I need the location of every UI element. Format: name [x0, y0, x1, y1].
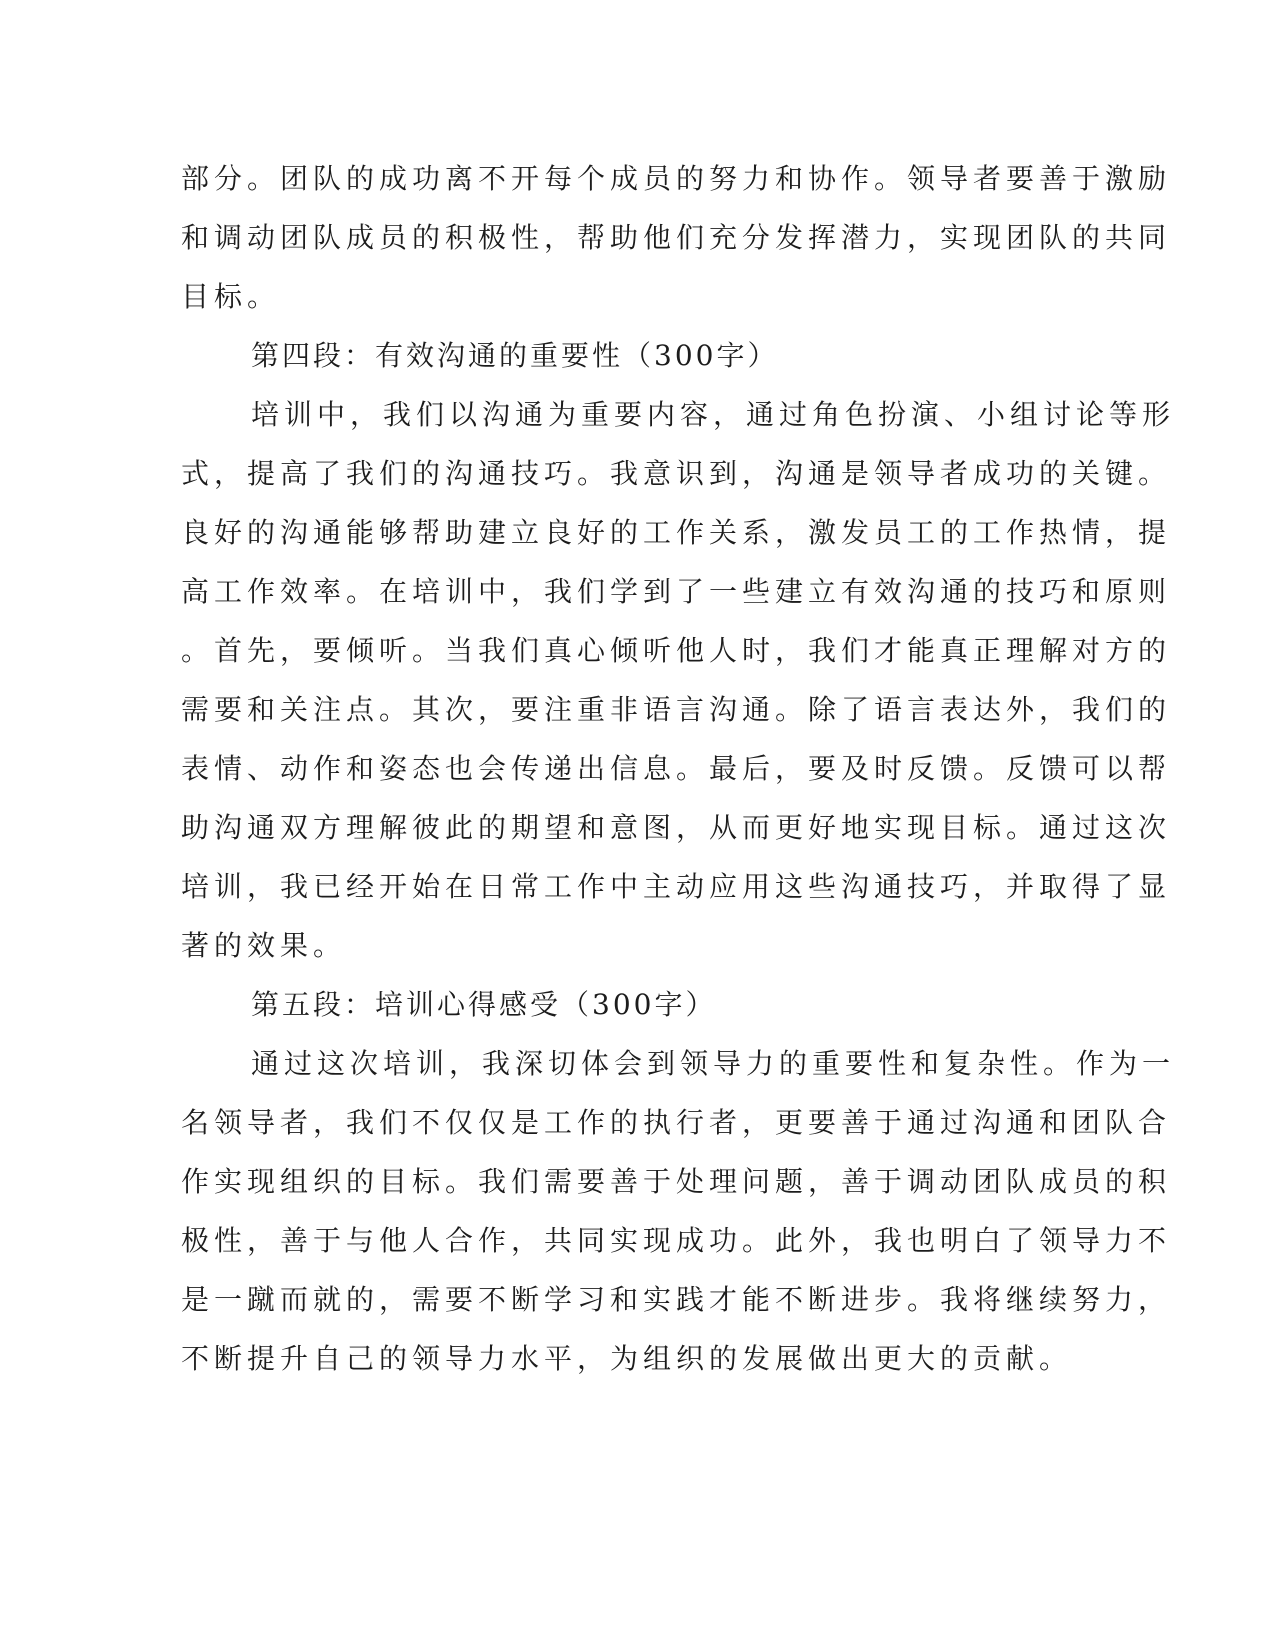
text-line: 培训，我已经开始在日常工作中主动应用这些沟通技巧，并取得了显: [181, 870, 1172, 903]
text-line: 。首先，要倾听。当我们真心倾听他人时，我们才能真正理解对方的: [181, 634, 1172, 667]
text-line: 部分。团队的成功离不开每个成员的努力和协作。领导者要善于激励: [181, 162, 1172, 195]
text-line: 目标。: [181, 280, 281, 313]
text-line: 名领导者，我们不仅仅是工作的执行者，更要善于通过沟通和团队合: [181, 1106, 1172, 1139]
text-line: 极性，善于与他人合作，共同实现成功。此外，我也明白了领导力不: [181, 1224, 1172, 1257]
text-line: 需要和关注点。其次，要注重非语言沟通。除了语言表达外，我们的: [181, 693, 1172, 726]
text-line: 高工作效率。在培训中，我们学到了一些建立有效沟通的技巧和原则: [181, 575, 1172, 608]
section-heading-5: 第五段：培训心得感受（300字）: [251, 988, 717, 1021]
text-line: 著的效果。: [181, 929, 347, 962]
text-line: 是一蹴而就的，需要不断学习和实践才能不断进步。我将继续努力，: [181, 1283, 1172, 1316]
text-line: 助沟通双方理解彼此的期望和意图，从而更好地实现目标。通过这次: [181, 811, 1172, 844]
text-line: 式，提高了我们的沟通技巧。我意识到，沟通是领导者成功的关键。: [181, 457, 1172, 490]
text-line: 培训中，我们以沟通为重要内容，通过角色扮演、小组讨论等形: [251, 398, 1176, 431]
text-line: 良好的沟通能够帮助建立良好的工作关系，激发员工的工作热情，提: [181, 516, 1172, 549]
text-line: 表情、动作和姿态也会传递出信息。最后，要及时反馈。反馈可以帮: [181, 752, 1172, 785]
text-line: 和调动团队成员的积极性，帮助他们充分发挥潜力，实现团队的共同: [181, 221, 1172, 254]
section-heading-4: 第四段：有效沟通的重要性（300字）: [251, 339, 779, 372]
text-line: 作实现组织的目标。我们需要善于处理问题，善于调动团队成员的积: [181, 1165, 1172, 1198]
text-line: 通过这次培训，我深切体会到领导力的重要性和复杂性。作为一: [251, 1047, 1176, 1080]
text-line: 不断提升自己的领导力水平，为组织的发展做出更大的贡献。: [181, 1342, 1073, 1375]
